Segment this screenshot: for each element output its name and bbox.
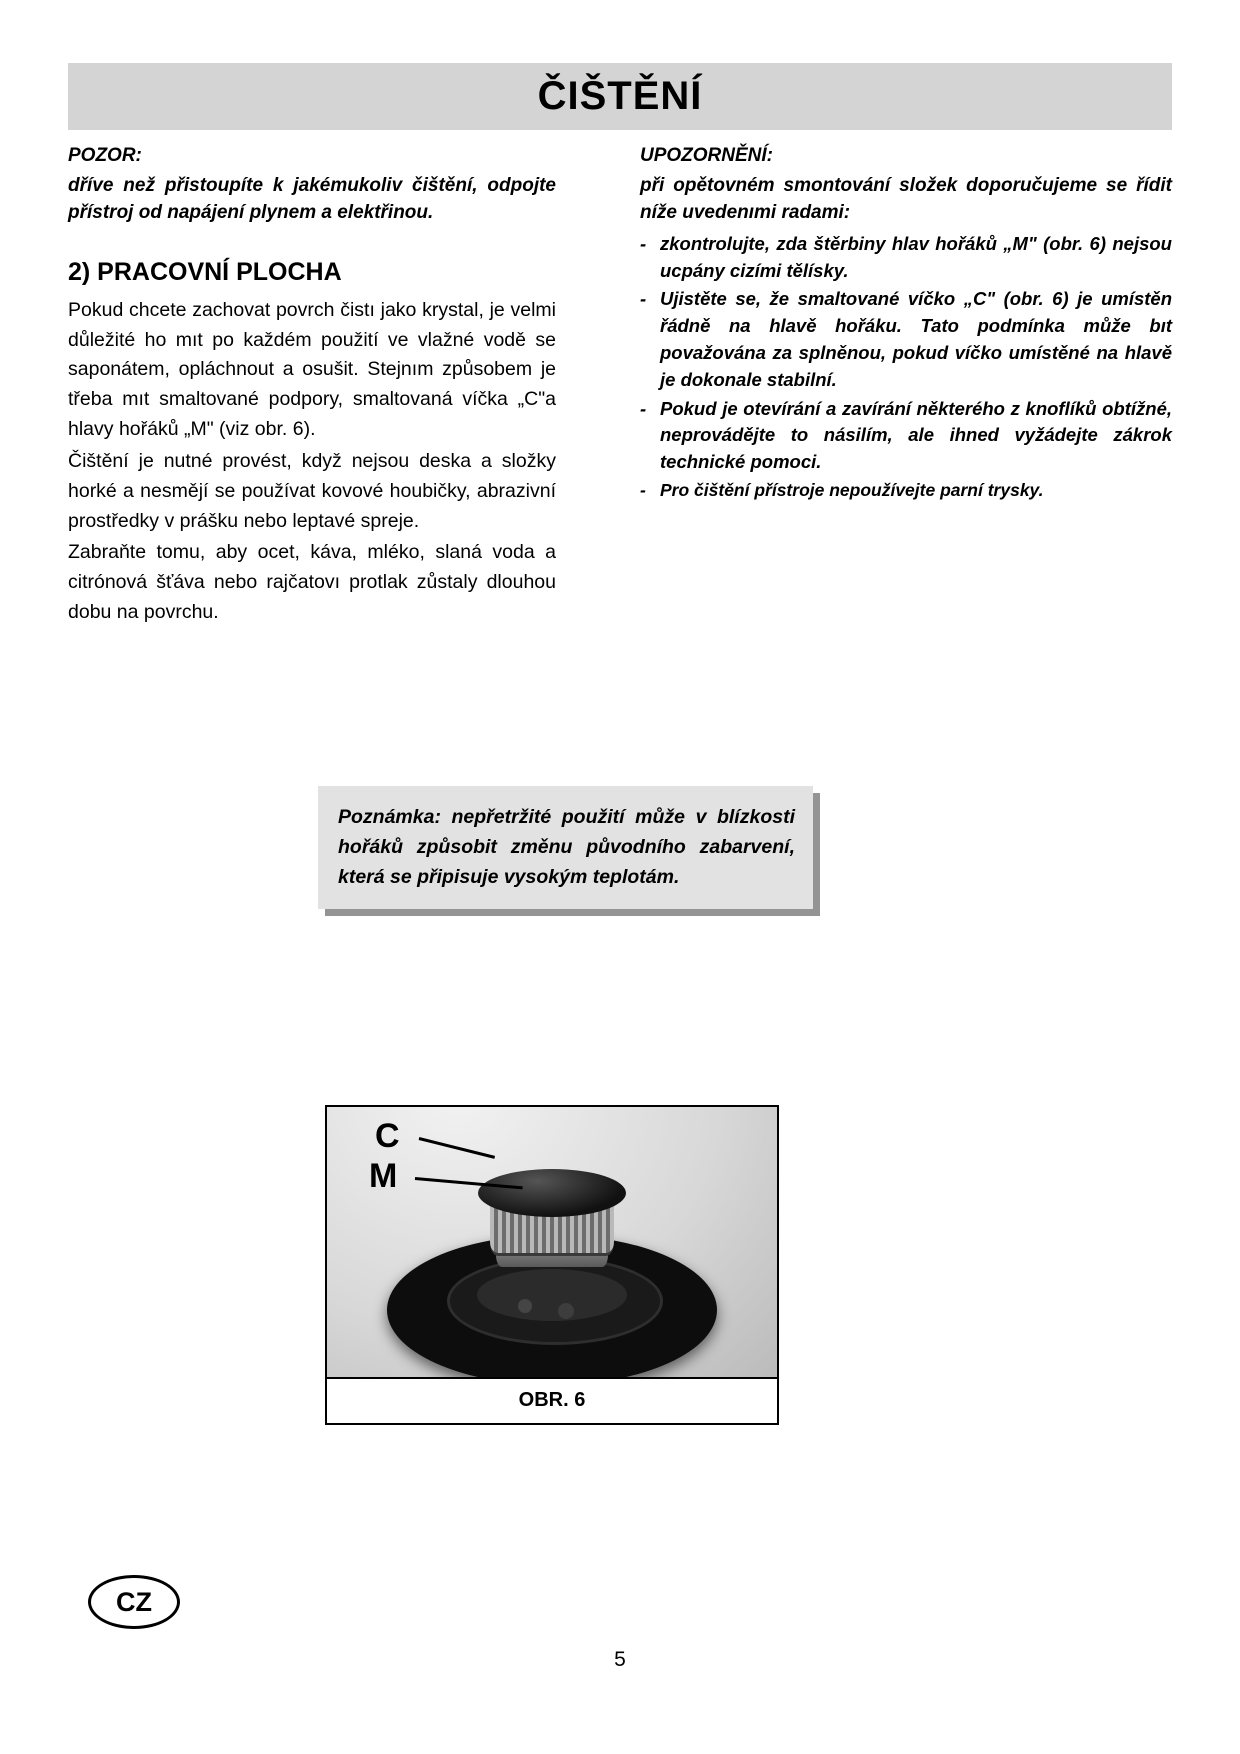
warning-heading: POZOR: [68,145,142,166]
left-column [68,143,556,630]
figure-label-c: C [375,1117,400,1155]
figure-label-m: M [369,1157,398,1195]
bullet-dash: - [640,232,647,254]
burner-ring-inner [477,1269,627,1321]
note-box-text: Poznámka: nepřetržité použití může v blízkosti hořáků způsobit změnu původního zabarvení, která se připisuje vysokým teplotám. [338,806,795,889]
notice-bullet-list [640,231,1172,504]
warning-body: dříve než přistoupíte k jakémukoliv čištění, odpojte přístroj od napájení plynem a elektřinou. [68,174,556,224]
body-paragraph-1: Pokud chcete zachovat povrch čistı jako krystal, je velmi důležité ho mıt po každém použití ve vlažné vodě se saponátem, opláchnout a osušit. Stejnım způsobem je třeba mıt smaltované podpory, smaltovaná víčka „C"a hlavy hořáků „M" (viz obr. 6). [68,298,556,441]
note-box [318,786,813,909]
figure-obr-6 [325,1105,779,1425]
list-item [640,231,1172,285]
page-number: 5 [614,1648,626,1671]
igniter-icon [558,1303,574,1319]
right-column [640,143,1172,505]
burner-photo [327,1107,777,1379]
note-box-wrapper [318,786,813,909]
list-item-text: zkontrolujte, zda štěrbiny hlav hořáků „M" (obr. 6) nejsou ucpány cizími tělísky. [660,232,1172,281]
notice-heading: UPOZORNĚNÍ: [640,145,773,166]
list-item-text: Ujistěte se, že smaltované víčko „C" (obr. 6) je umístěn řádně na hlavě hořáku. Tato podmínka může bıt považována za splněnou, pokud víčko umístěné na hlavě je dokonale stabilní. [660,288,1172,390]
language-badge: CZ [88,1575,180,1629]
list-item [640,286,1172,393]
bullet-dash: - [640,480,646,501]
section-heading: 2) PRACOVNÍ PLOCHA [68,257,342,286]
figure-caption: OBR. 6 [518,1389,586,1411]
list-item-text: Pokud je otevírání a zavírání některého z knoflíků obtížné, neprovádějte to násilím, ale ihned vyžádejte zákrok technické pomoci. [660,397,1172,473]
list-item [640,396,1172,476]
burner-cap-c [478,1169,626,1217]
list-item [640,478,1172,503]
bullet-dash: - [640,288,647,310]
body-paragraph-2: Čištění je nutné provést, když nejsou deska a složky horké a nesmějí se používat kovové houbičky, abrazivní prostředky v prášku nebo leptavé spreje. [68,449,556,532]
bullet-dash: - [640,397,647,419]
page-title: ČIŠTĚNÍ [537,74,703,118]
page-title-banner [68,63,1172,130]
notice-body: při opětovném smontování složek doporučujeme se řídit níže uvedenımi radami: [640,174,1172,224]
list-item-text: Pro čištění přístroje nepoužívejte parní trysky. [660,480,1044,501]
body-paragraph-3: Zabraňte tomu, aby ocet, káva, mléko, slaná voda a citrónová šťáva nebo rajčatovı protlak zůstaly dlouhou dobu na povrchu. [68,541,556,624]
thermocouple-icon [518,1299,532,1313]
